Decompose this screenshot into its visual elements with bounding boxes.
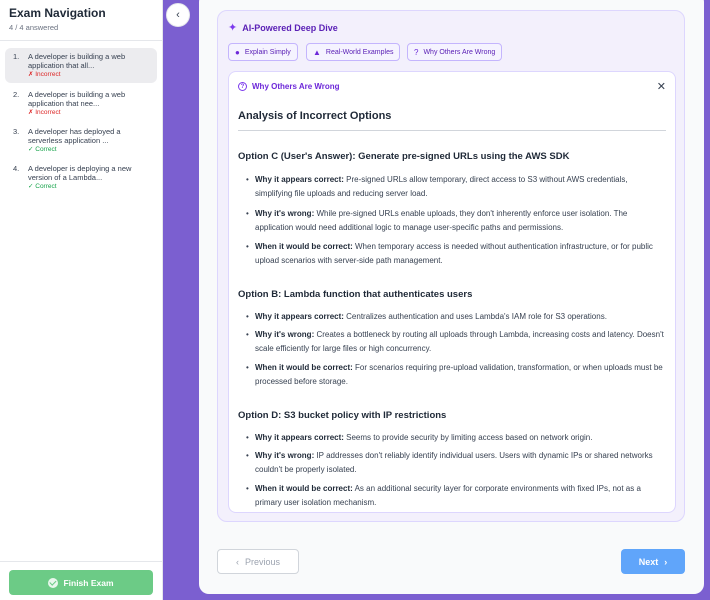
ai-deep-dive-panel <box>217 10 685 522</box>
card-title: Why Others Are Wrong <box>252 82 340 91</box>
question-status: ✗ Incorrect <box>28 109 61 116</box>
sidebar-divider <box>0 40 163 41</box>
bullet-label: Why it appears correct: <box>255 433 344 442</box>
bullet-label: Why it's wrong: <box>255 451 315 460</box>
question-status: ✗ Incorrect <box>28 71 61 78</box>
question-text: A developer is building a web application that all... <box>28 52 126 70</box>
answered-count: 4 / 4 answered <box>9 23 59 32</box>
question-number: 3. <box>13 127 20 136</box>
title-divider <box>238 130 666 131</box>
chevron-right-icon: › <box>664 556 668 567</box>
real-world-examples-button[interactable] <box>306 43 400 61</box>
question-status: ✓ Correct <box>28 146 57 153</box>
bullet-text: When temporary access is needed without authentication infrastructure, or for public upload scenarios with server-side path management. <box>255 242 653 265</box>
finish-exam-button[interactable] <box>9 570 153 595</box>
ai-title: AI-Powered Deep Dive <box>242 22 338 33</box>
next-label: Next <box>638 556 659 567</box>
bullet-item: • Why it appears correct: Seems to provide security by limiting access based on network origin. <box>246 433 593 442</box>
bullet-item: • Why it appears correct: Pre-signed URLs allow temporary, direct access to S3 without AWS credentials, simplifying file uploads and reducing server load. <box>246 175 628 198</box>
option-title: Option C (User's Answer): Generate pre-signed URLs using the AWS SDK <box>238 151 570 162</box>
bullet-text: Seems to provide security by limiting access based on network origin. <box>343 433 593 442</box>
explanation-card <box>228 71 676 513</box>
question-item-4[interactable] <box>5 160 157 195</box>
question-item-1[interactable] <box>5 48 157 83</box>
card-header <box>238 82 340 91</box>
chip-label: Explain Simply <box>244 48 291 56</box>
bullet-label: When it would be correct: <box>255 242 353 251</box>
question-item-2[interactable] <box>5 86 157 121</box>
bullet-label: Why it's wrong: <box>255 209 315 218</box>
question-text: A developer is deploying a new version of a Lambda... <box>28 164 132 182</box>
bullet-text: For scenarios requiring pre-upload validation, transformation, or when uploads must be processed before storage. <box>255 363 663 386</box>
bullet-item: • Why it's wrong: While pre-signed URLs enable uploads, they don't inherently enforce user isolation. The application would need additional logic to manage user-specific paths and permissions. <box>246 209 628 232</box>
question-circle-icon: ? <box>238 82 247 91</box>
bullet-text: Centralizes authentication and uses Lambda's IAM role for S3 operations. <box>343 312 607 321</box>
bullet-item: • When it would be correct: For scenarios requiring pre-upload validation, transformation, or when uploads must be processed before storage. <box>246 363 663 386</box>
sidebar-title: Exam Navigation <box>9 6 106 20</box>
finish-exam-label: Finish Exam <box>63 577 114 588</box>
exam-sidebar <box>0 0 163 600</box>
option-title: Option B: Lambda function that authenticates users <box>238 289 473 300</box>
bullet-text: Creates a bottleneck by routing all uploads through Lambda, increasing costs and latency. Doesn't scale efficiently for large files or high concurrency. <box>255 330 664 353</box>
previous-button[interactable] <box>217 549 299 574</box>
chip-label: Real-World Examples <box>325 48 394 56</box>
chip-label: Why Others Are Wrong <box>423 48 496 56</box>
main-panel <box>199 0 704 594</box>
bullet-item: • Why it's wrong: Creates a bottleneck by routing all uploads through Lambda, increasing costs and latency. Doesn't scale efficiently for large files or high concurrency. <box>246 330 664 353</box>
question-number: 1. <box>13 52 20 61</box>
chevron-left-icon: ‹ <box>235 556 239 567</box>
explain-simply-button[interactable] <box>228 43 298 61</box>
sparkle-icon: ✦ <box>228 22 238 34</box>
bullet-label: When it would be correct: <box>255 363 353 372</box>
question-number: 2. <box>13 90 20 99</box>
collapse-sidebar-button[interactable] <box>166 3 190 27</box>
question-number: 4. <box>13 164 20 173</box>
bullet-text: As an additional security layer for corporate environments with fixed IPs, not as a primary user isolation mechanism. <box>255 484 641 507</box>
bullet-label: Why it appears correct: <box>255 175 344 184</box>
question-text: A developer is building a web application that nee... <box>28 90 126 108</box>
analysis-title: Analysis of Incorrect Options <box>238 110 392 122</box>
bullet-text: Pre-signed URLs allow temporary, direct access to S3 without AWS credentials, simplifying file uploads and reducing server load. <box>255 175 628 198</box>
graduation-cap-icon: ▲ <box>313 47 321 57</box>
question-text: A developer has deployed a serverless application ... <box>28 127 121 145</box>
bullet-label: Why it's wrong: <box>255 330 315 339</box>
check-circle-icon <box>48 578 58 588</box>
bullet-item: • Why it appears correct: Centralizes authentication and uses Lambda's IAM role for S3 operations. <box>246 312 607 321</box>
lightbulb-icon: ● <box>235 47 240 57</box>
question-item-3[interactable] <box>5 123 157 158</box>
bullet-label: When it would be correct: <box>255 484 353 493</box>
bullet-text: IP addresses don't reliably identify individual users. Users with dynamic IPs or shared networks couldn't be properly isolated. <box>255 451 653 474</box>
next-button[interactable] <box>621 549 685 574</box>
option-title: Option D: S3 bucket policy with IP restrictions <box>238 410 447 421</box>
sidebar-bottom-divider <box>0 561 163 562</box>
bullet-text: While pre-signed URLs enable uploads, they don't inherently enforce user isolation. The application would need additional logic to manage user-specific paths and permissions. <box>255 209 628 232</box>
bullet-label: Why it appears correct: <box>255 312 344 321</box>
bullet-item: • When it would be correct: When temporary access is needed without authentication infrastructure, or for public upload scenarios with server-side path management. <box>246 242 653 265</box>
bullet-item: • Why it's wrong: IP addresses don't reliably identify individual users. Users with dynamic IPs or shared networks couldn't be properly isolated. <box>246 451 653 474</box>
bullet-item: • When it would be correct: As an additional security layer for corporate environments with fixed IPs, not as a primary user isolation mechanism. <box>246 484 641 507</box>
why-others-wrong-button[interactable] <box>407 43 502 61</box>
chevron-left-icon: ‹ <box>176 9 180 21</box>
question-circle-icon: ? <box>414 47 419 57</box>
question-status: ✓ Correct <box>28 183 57 190</box>
close-icon[interactable]: ✕ <box>656 81 666 93</box>
previous-label: Previous <box>244 556 280 567</box>
ai-header <box>228 21 338 34</box>
